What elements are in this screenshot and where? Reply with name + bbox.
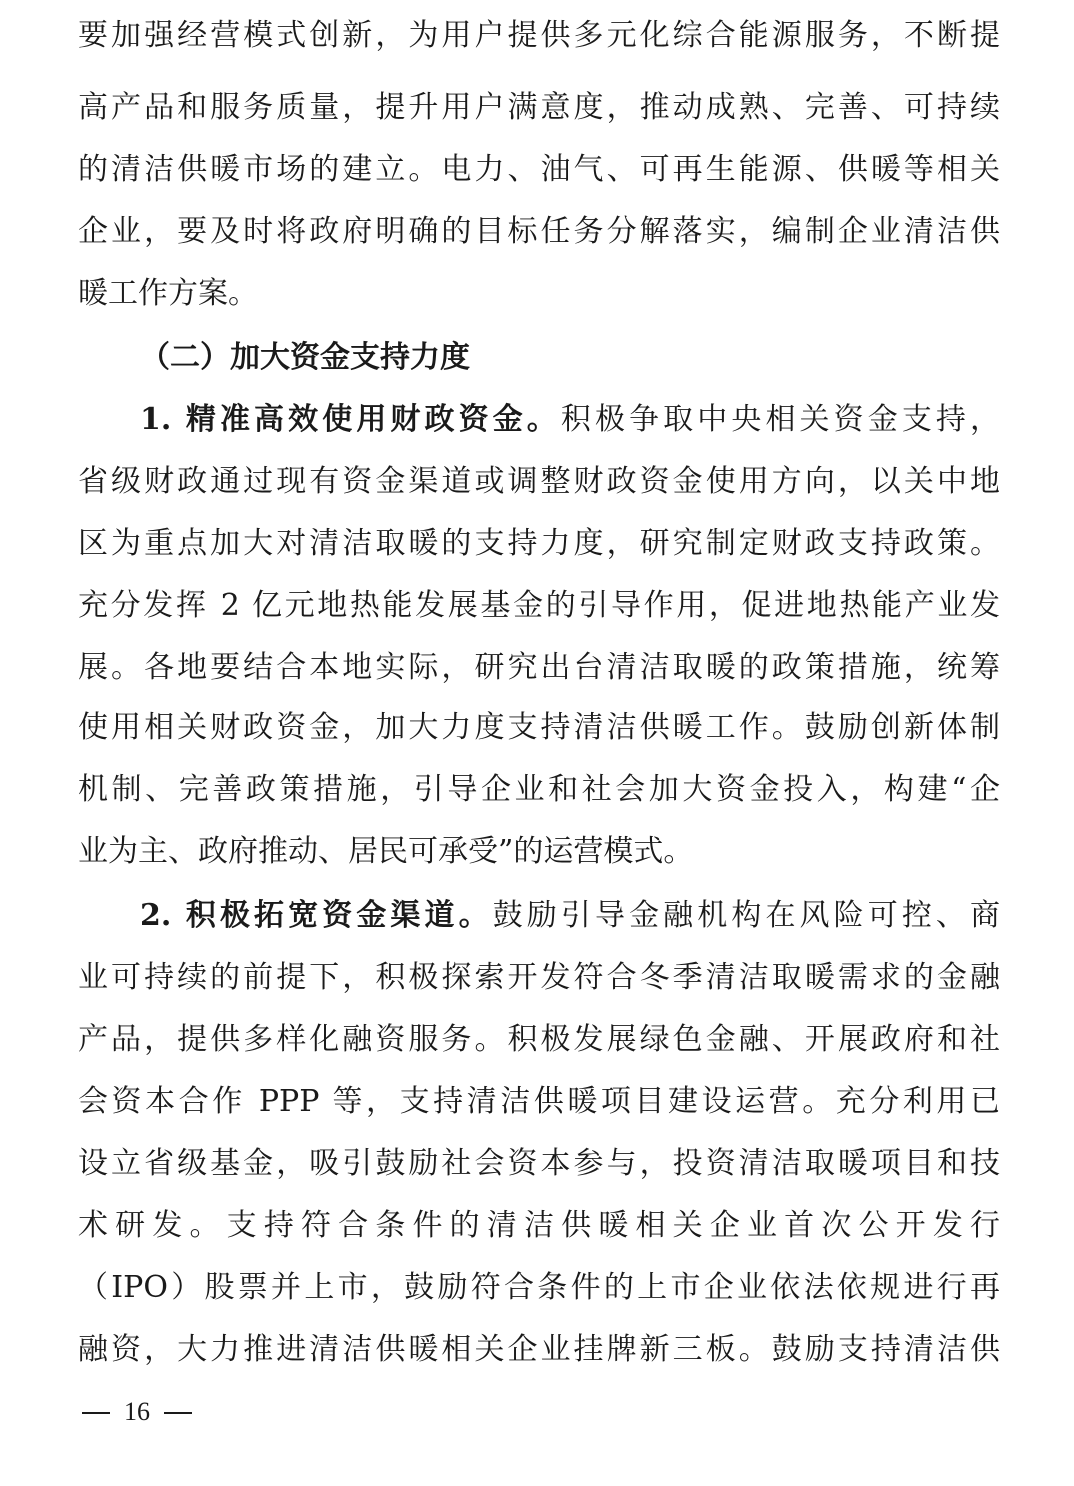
footer-dash-left [82,1412,110,1414]
page-number: 16 [124,1397,150,1426]
body-line: 业为主、政府推动、居民可承受”的运营模式。 [78,834,694,869]
para1-first-rest: 积极争取中央相关资金支持， [560,402,1001,437]
page-footer [82,1392,192,1432]
body-line: 业可持续的前提下，积极探索开发符合冬季清洁取暖需求的金融 [78,960,1000,995]
body-line: 区为重点加大对清洁取暖的支持力度，研究制定财政支持政策。 [78,526,1000,561]
body-line: 要加强经营模式创新，为用户提供多元化综合能源服务，不断提 [78,18,1000,53]
body-line: 省级财政通过现有资金渠道或调整财政资金使用方向，以关中地 [78,464,1000,499]
body-line: 的清洁供暖市场的建立。电力、油气、可再生能源、供暖等相关 [78,152,1000,187]
body-line: 融资，大力推进清洁供暖相关企业挂牌新三板。鼓励支持清洁供 [78,1332,1000,1367]
para1-lead: 1. 精准高效使用财政资金。 [140,402,561,437]
body-line: 企业，要及时将政府明确的目标任务分解落实，编制企业清洁供 [78,214,1000,249]
body-line: 产品，提供多样化融资服务。积极发展绿色金融、开展政府和社 [78,1022,1000,1057]
body-line: 会资本合作 PPP 等，支持清洁供暖项目建设运营。充分利用已 [78,1084,1000,1119]
footer-dash-right [164,1412,192,1414]
body-line: 充分发挥 2 亿元地热能发展基金的引导作用，促进地热能产业发 [78,588,1000,623]
para2-first-line [140,894,1000,938]
para1-first-line [140,398,1000,442]
body-line: 机制、完善政策措施，引导企业和社会加大资金投入，构建“企 [78,772,1000,807]
body-line: 术研发。支持符合条件的清洁供暖相关企业首次公开发行 [78,1208,1000,1243]
para2-first-rest: 鼓励引导金融机构在风险可控、商 [492,898,1001,933]
body-line: 设立省级基金，吸引鼓励社会资本参与，投资清洁取暖项目和技 [78,1146,1000,1181]
body-line: 高产品和服务质量，提升用户满意度，推动成熟、完善、可持续 [78,90,1000,125]
body-line: 使用相关财政资金，加大力度支持清洁供暖工作。鼓励创新体制 [78,710,1000,745]
body-line: 展。各地要结合本地实际，研究出台清洁取暖的政策措施，统筹 [78,650,1000,685]
para2-lead: 2. 积极拓宽资金渠道。 [140,898,493,933]
body-line: （IPO）股票并上市，鼓励符合条件的上市企业依法依规进行再 [78,1270,1000,1305]
section-heading: （二）加大资金支持力度 [140,340,470,375]
body-line: 暖工作方案。 [78,276,258,311]
